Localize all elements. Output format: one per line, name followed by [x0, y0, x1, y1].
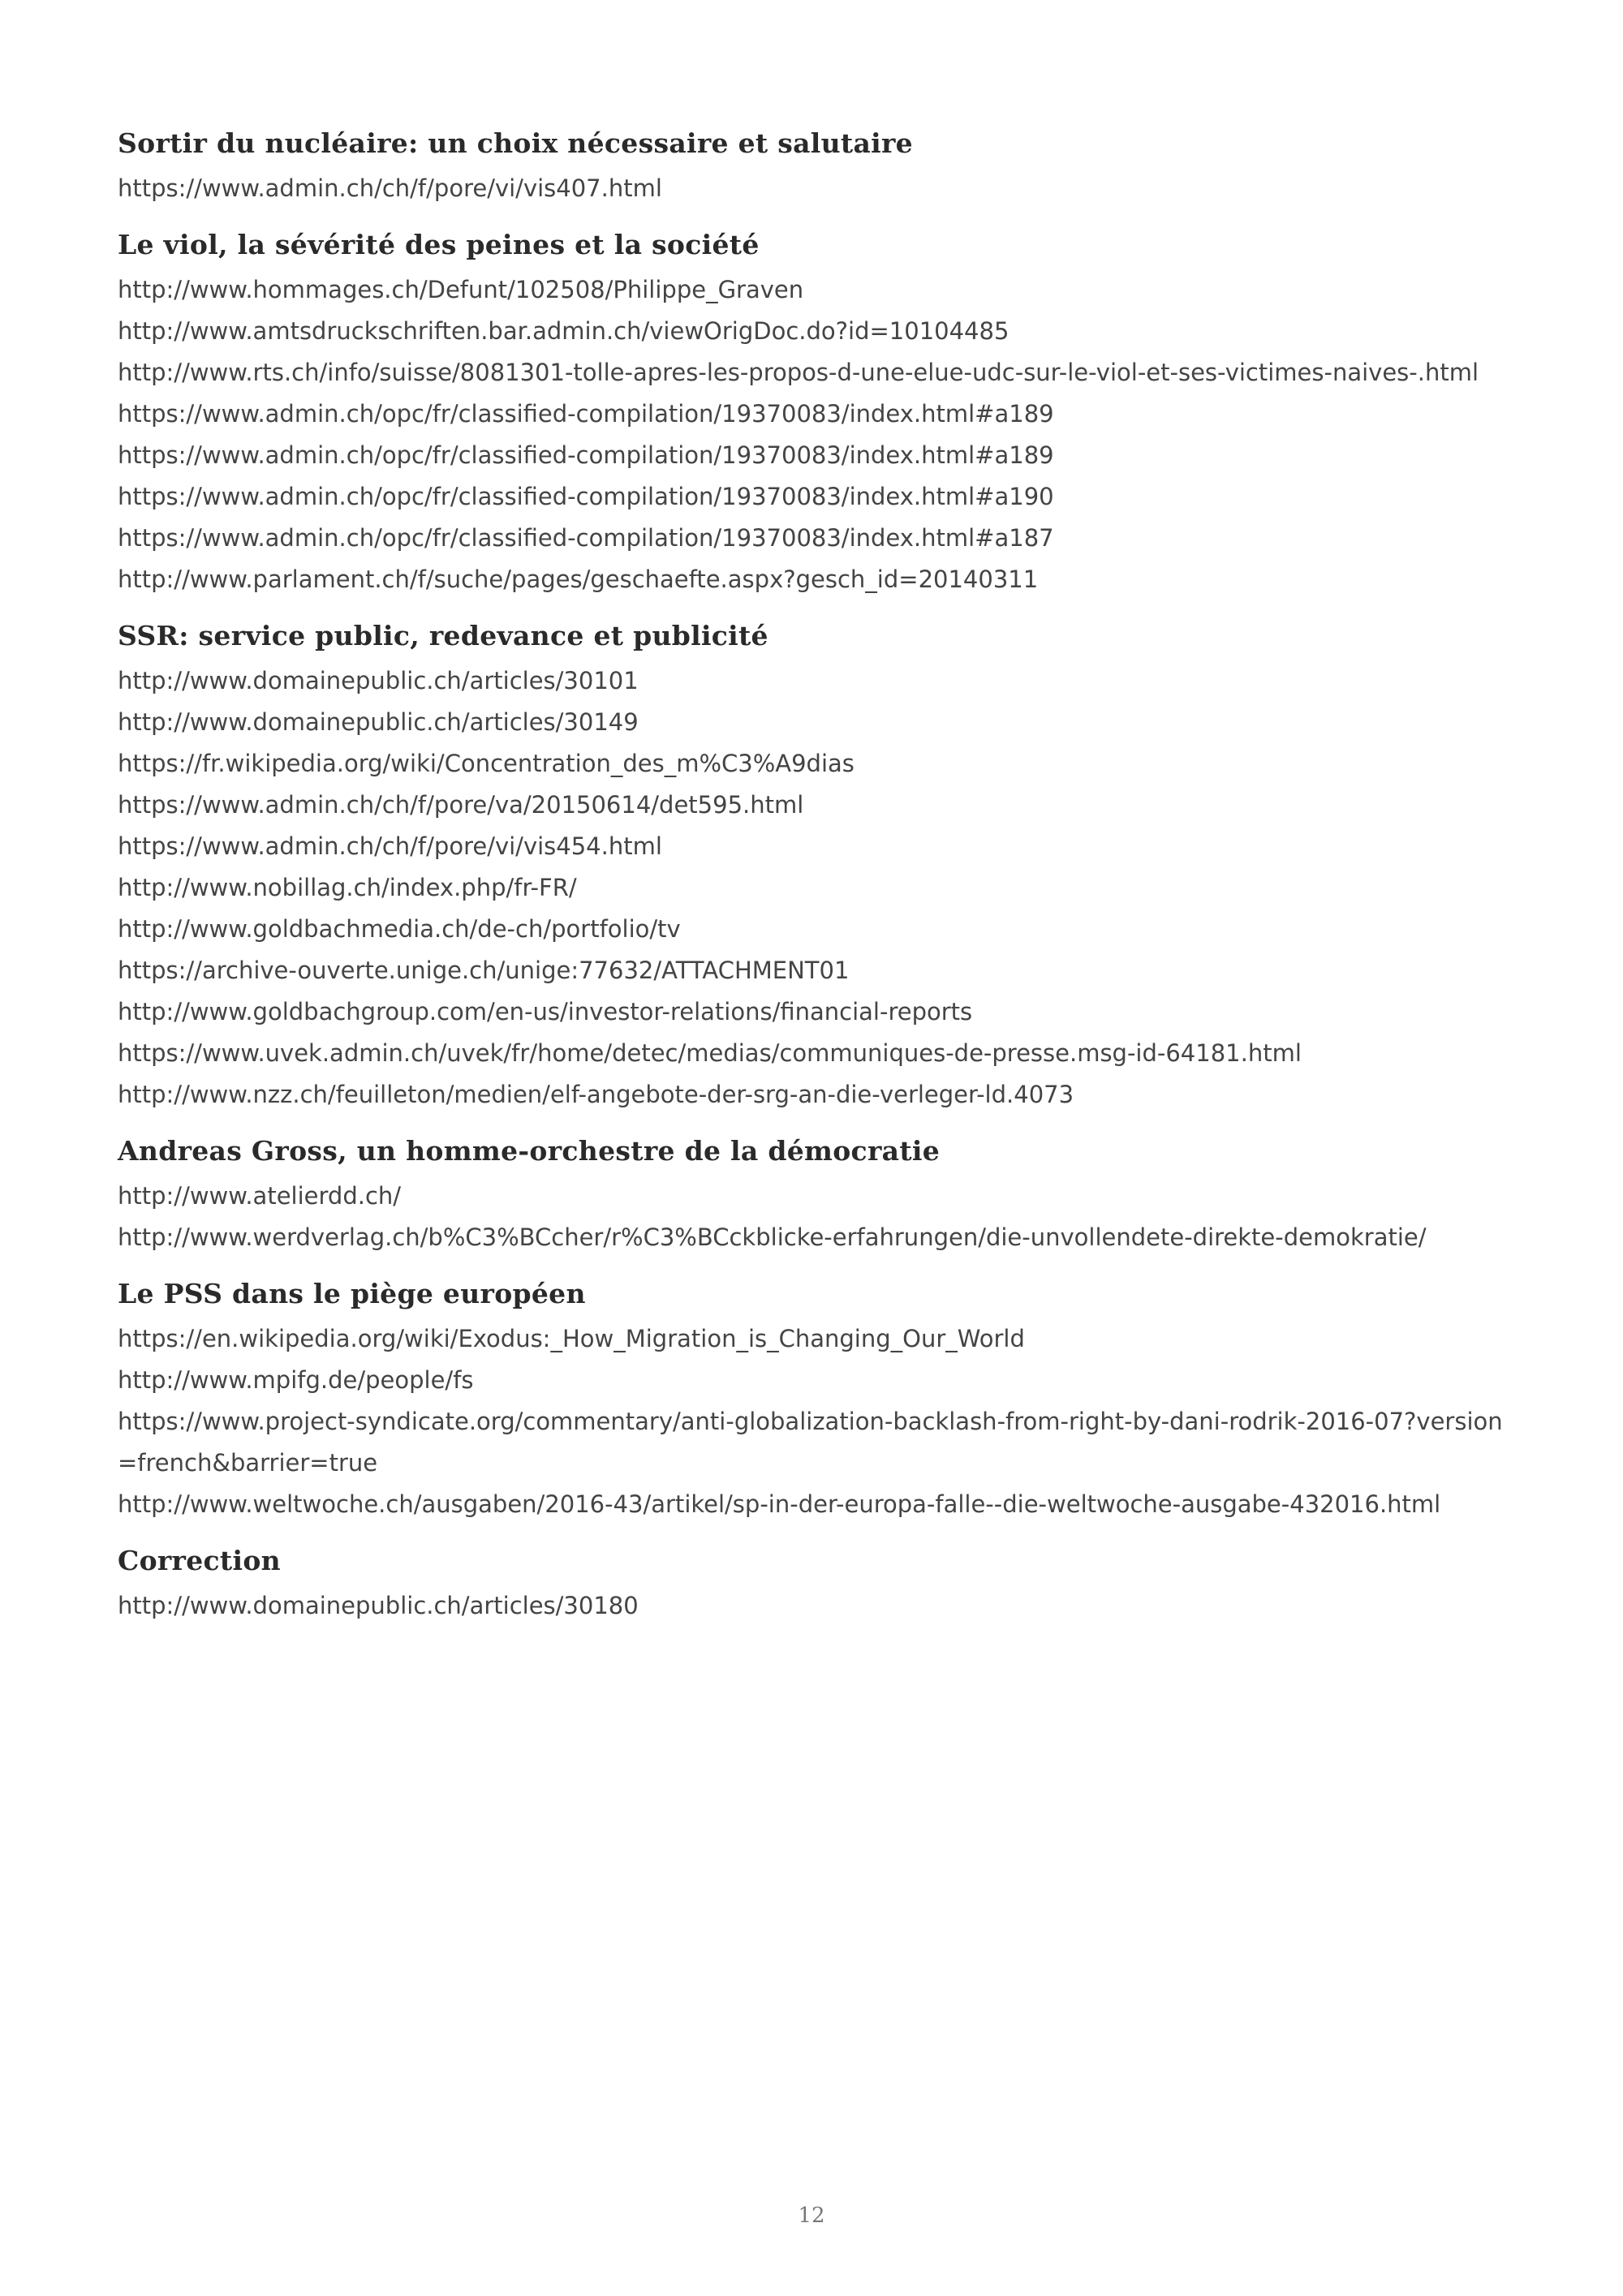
reference-link[interactable]: https://fr.wikipedia.org/wiki/Concentration_des_m%C3%A9dias: [118, 750, 855, 777]
reference-link[interactable]: http://www.hommages.ch/Defunt/102508/Philippe_Graven: [118, 276, 804, 303]
link-list: [118, 660, 1513, 1116]
section-title: Sortir du nucléaire: un choix nécessaire et salutaire: [118, 127, 913, 159]
section-title: Andreas Gross, un homme-orchestre de la démocratie: [118, 1135, 940, 1167]
reference-link[interactable]: http://www.atelierdd.ch/: [118, 1182, 402, 1210]
reference-link[interactable]: https://www.admin.ch/opc/fr/classified-compilation/19370083/index.html#a187: [118, 524, 1054, 552]
page-number: 12: [798, 2204, 825, 2228]
section-pss-european-trap: [118, 1276, 1513, 1525]
reference-link[interactable]: http://www.mpifg.de/people/fs: [118, 1366, 474, 1394]
reference-link[interactable]: https://archive-ouverte.unige.ch/unige:77632/ATTACHMENT01: [118, 957, 850, 984]
reference-link[interactable]: http://www.domainepublic.ch/articles/30180: [118, 1592, 639, 1619]
link-list: [118, 269, 1513, 600]
reference-link[interactable]: http://www.nobillag.ch/index.php/fr-FR/: [118, 874, 577, 901]
reference-link[interactable]: http://www.amtsdruckschriften.bar.admin.ch/viewOrigDoc.do?id=10104485: [118, 317, 1010, 345]
section-title: Le viol, la sévérité des peines et la société: [118, 229, 760, 260]
section-rape-sentences: [118, 227, 1513, 600]
section-ssr-public-service: [118, 618, 1513, 1116]
link-list: [118, 1585, 1513, 1627]
reference-link[interactable]: http://www.domainepublic.ch/articles/30101: [118, 667, 639, 694]
reference-link[interactable]: https://www.admin.ch/ch/f/pore/va/20150614/det595.html: [118, 791, 804, 819]
reference-link[interactable]: http://www.domainepublic.ch/articles/30149: [118, 708, 639, 736]
reference-link[interactable]: https://www.admin.ch/ch/f/pore/vi/vis407.html: [118, 174, 662, 202]
reference-link[interactable]: http://www.goldbachmedia.ch/de-ch/portfolio/tv: [118, 915, 681, 943]
section-title: Le PSS dans le piège européen: [118, 1278, 586, 1309]
document-page: [118, 126, 1513, 1645]
reference-link[interactable]: https://www.admin.ch/opc/fr/classified-compilation/19370083/index.html#a189: [118, 400, 1054, 428]
section-title: SSR: service public, redevance et publicité: [118, 620, 768, 651]
reference-link[interactable]: https://www.project-syndicate.org/commentary/anti-globalization-backlash-from-right-by-dani-rodrik-2016-07?version=french&barrier=true: [118, 1408, 1503, 1477]
reference-link[interactable]: http://www.werdverlag.ch/b%C3%BCcher/r%C3%BCckblicke-erfahrungen/die-unvollendete-direkte-demokratie/: [118, 1223, 1427, 1251]
section-nuclear-exit: [118, 126, 1513, 209]
reference-link[interactable]: https://en.wikipedia.org/wiki/Exodus:_How_Migration_is_Changing_Our_World: [118, 1325, 1025, 1352]
section-andreas-gross: [118, 1133, 1513, 1258]
reference-link[interactable]: http://www.goldbachgroup.com/en-us/investor-relations/financial-reports: [118, 998, 973, 1025]
reference-link[interactable]: https://www.admin.ch/opc/fr/classified-compilation/19370083/index.html#a190: [118, 483, 1054, 510]
reference-link[interactable]: https://www.admin.ch/opc/fr/classified-compilation/19370083/index.html#a189: [118, 441, 1054, 469]
link-list: [118, 1318, 1513, 1525]
reference-link[interactable]: http://www.nzz.ch/feuilleton/medien/elf-angebote-der-srg-an-die-verleger-ld.4073: [118, 1081, 1074, 1108]
link-list: [118, 1176, 1513, 1258]
reference-link[interactable]: http://www.rts.ch/info/suisse/8081301-tolle-apres-les-propos-d-une-elue-udc-sur-le-viol-et-ses-victimes-naives-.html: [118, 359, 1479, 386]
reference-link[interactable]: http://www.parlament.ch/f/suche/pages/geschaefte.aspx?gesch_id=20140311: [118, 565, 1039, 593]
reference-link[interactable]: http://www.weltwoche.ch/ausgaben/2016-43/artikel/sp-in-der-europa-falle--die-weltwoche-ausgabe-432016.html: [118, 1490, 1441, 1518]
reference-link[interactable]: https://www.admin.ch/ch/f/pore/vi/vis454.html: [118, 832, 662, 860]
section-title: Correction: [118, 1545, 281, 1576]
link-list: [118, 168, 1513, 209]
section-correction: [118, 1543, 1513, 1627]
reference-link[interactable]: https://www.uvek.admin.ch/uvek/fr/home/detec/medias/communiques-de-presse.msg-id-64181.html: [118, 1039, 1302, 1067]
